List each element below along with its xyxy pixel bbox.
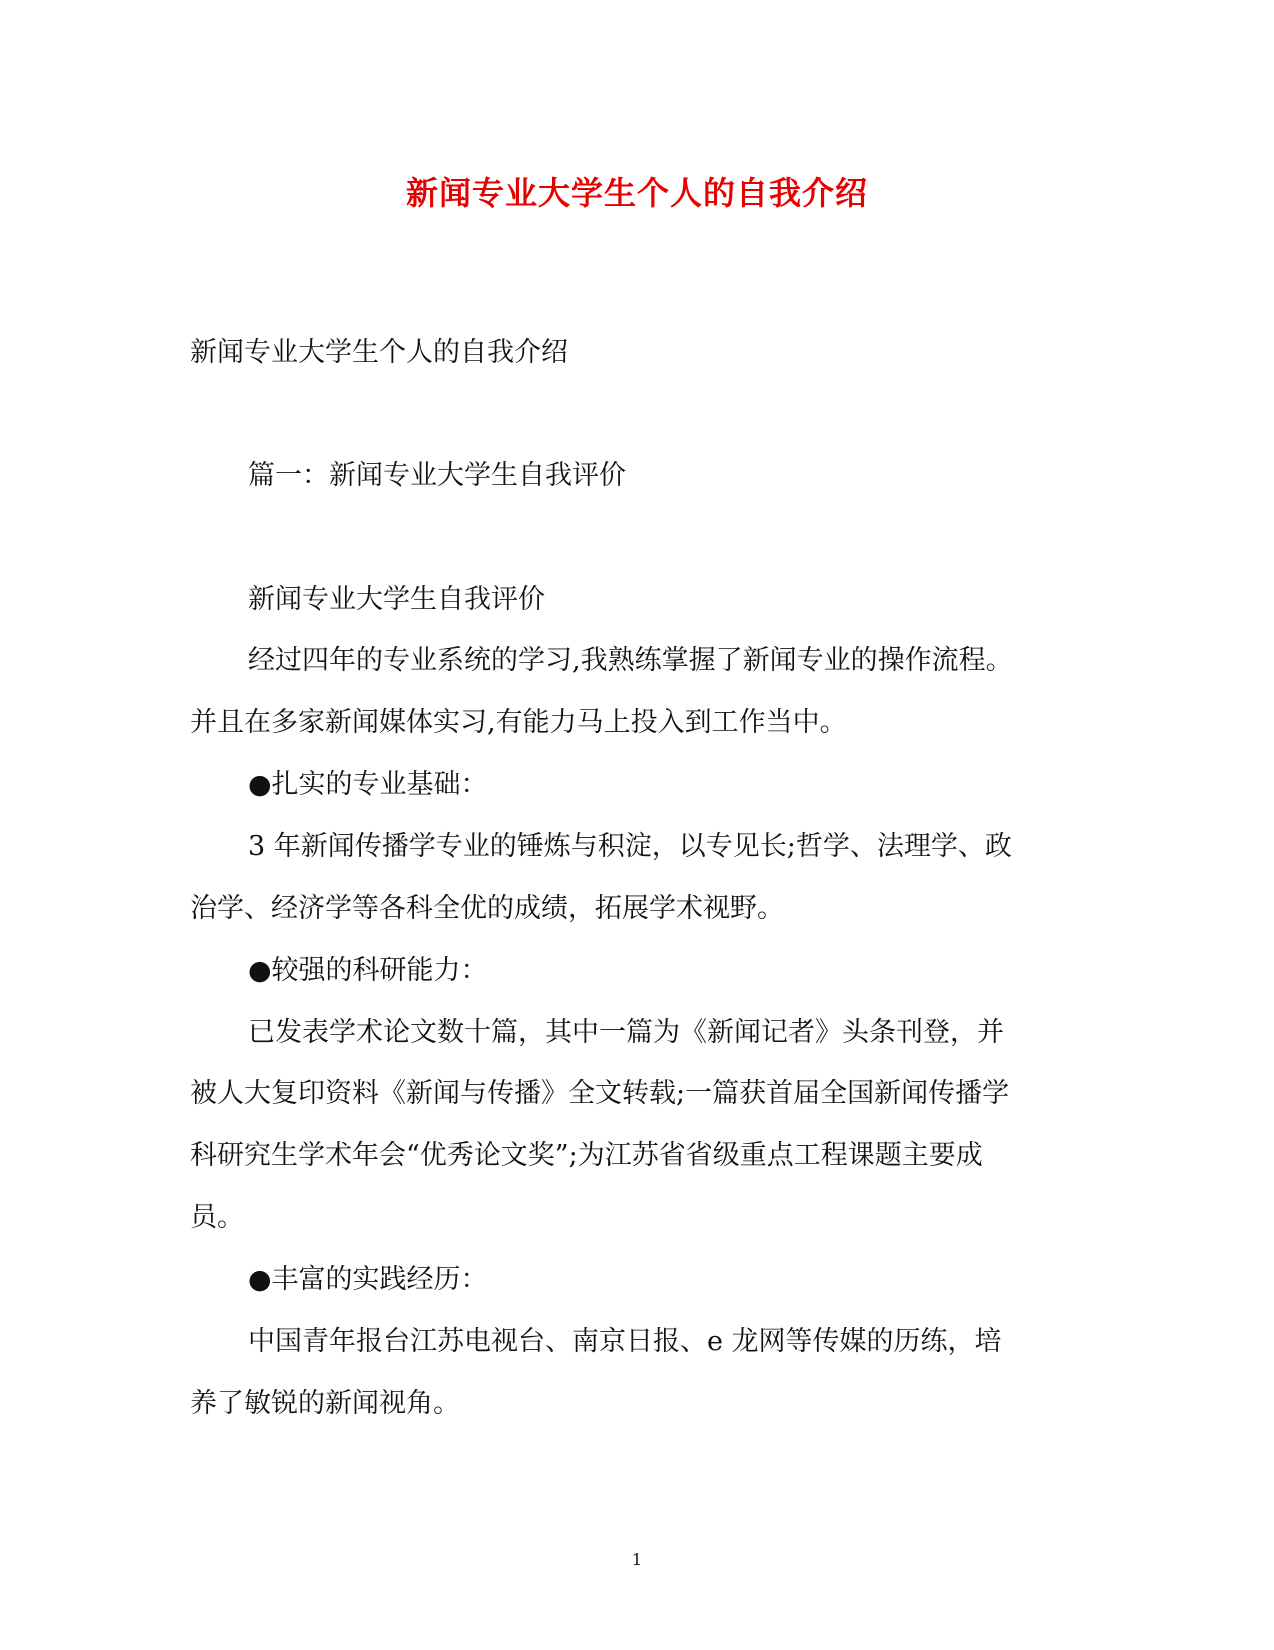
paragraph-line: 中国青年报台江苏电视台、南京日报、e 龙网等传媒的历练，培 [248, 1326, 1002, 1357]
subsection-heading: 新闻专业大学生自我评价 [248, 584, 545, 615]
paragraph-line: 员。 [190, 1202, 244, 1233]
page-number: 1 [631, 1550, 643, 1569]
paragraph-line: 科研究生学术年会“优秀论文奖”;为江苏省省级重点工程课题主要成 [190, 1140, 983, 1171]
bullet-heading: ●丰富的实践经历： [248, 1264, 488, 1295]
paragraph-line: 养了敏锐的新闻视角。 [190, 1388, 460, 1419]
bullet-heading: ●扎实的专业基础： [248, 769, 488, 800]
paragraph-line: 已发表学术论文数十篇，其中一篇为《新闻记者》头条刊登，并 [248, 1017, 1004, 1048]
paragraph-line: 并且在多家新闻媒体实习,有能力马上投入到工作当中。 [190, 707, 847, 738]
paragraph-line: 被人大复印资料《新闻与传播》全文转载;一篇获首届全国新闻传播学 [190, 1078, 1010, 1109]
heading-line: 新闻专业大学生个人的自我介绍 [190, 337, 568, 368]
section-heading: 篇一：新闻专业大学生自我评价 [248, 460, 626, 491]
paragraph-line: 治学、经济学等各科全优的成绩，拓展学术视野。 [190, 893, 784, 924]
document-title: 新闻专业大学生个人的自我介绍 [405, 174, 868, 212]
paragraph-line: 3 年新闻传播学专业的锤炼与积淀，以专见长;哲学、法理学、政 [248, 831, 1012, 862]
bullet-heading: ●较强的科研能力： [248, 955, 488, 986]
paragraph-line: 经过四年的专业系统的学习,我熟练掌握了新闻专业的操作流程。 [248, 645, 1013, 676]
